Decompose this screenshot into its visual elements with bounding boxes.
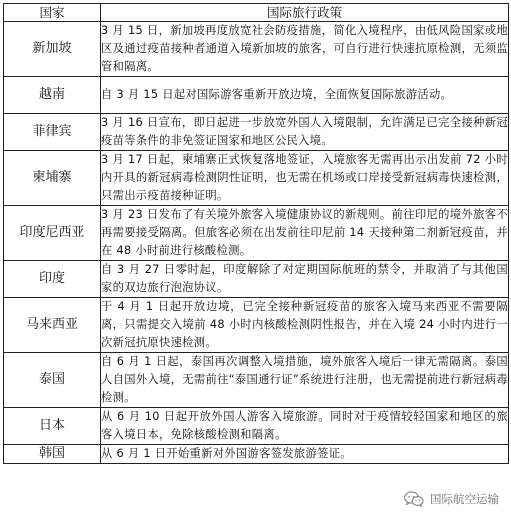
table-row xyxy=(4,22,509,77)
policy-cell: 3 月 15 日，新加坡再度放宽社会防疫措施，简化入境程序，由低风险国家或地区及通过疫苗接种者通道入境新加坡的旅客，可自行进行快速抗原检测，无须监管和隔离。 xyxy=(101,22,509,77)
policy-cell: 自 6 月 1 日起，泰国再次调整入境措施，境外旅客入境后一律无需隔离。泰国人自国外入境，无需前往“泰国通行证”系统进行注册，也无需提前进行新冠病毒检测。 xyxy=(101,353,509,408)
table-row xyxy=(4,114,509,151)
header-country: 国家 xyxy=(4,4,101,22)
table-row xyxy=(4,445,509,464)
policy-cell: 3 月 17 日起，柬埔寨正式恢复落地签证，入境旅客无需再出示出发前 72 小时内开具的新冠病毒检测阴性证明，也无需在机场或口岸接受新冠病毒快速检测，只需出示疫苗接种证明。 xyxy=(101,151,509,206)
table-row xyxy=(4,408,509,445)
country-cell: 日本 xyxy=(4,408,101,445)
country-cell: 泰国 xyxy=(4,353,101,408)
country-cell: 韩国 xyxy=(4,445,101,464)
table-row xyxy=(4,298,509,353)
country-cell: 印度 xyxy=(4,261,101,298)
country-cell: 柬埔寨 xyxy=(4,151,101,206)
policy-document xyxy=(3,3,508,473)
country-cell: 马来西亚 xyxy=(4,298,101,353)
country-cell: 越南 xyxy=(4,77,101,114)
table-row xyxy=(4,206,509,261)
country-cell: 新加坡 xyxy=(4,22,101,77)
policy-cell: 从 6 月 1 日开始重新对外国游客签发旅游签证。 xyxy=(101,445,509,464)
policy-cell: 自 3 月 27 日零时起，印度解除了对定期国际航班的禁令，并取消了与其他国家的双边旅行泡泡协议。 xyxy=(101,261,509,298)
policy-cell: 自 3 月 15 日起对国际游客重新开放边境，全面恢复国际旅游活动。 xyxy=(101,77,509,114)
policy-cell: 从 6 月 10 日起开放外国人游客入境旅游。同时对于疫情较轻国家和地区的旅客入境日本，免除核酸检测和隔离。 xyxy=(101,408,509,445)
policy-cell: 于 4 月 1 日起开放边境，已完全接种新冠疫苗的旅客入境马来西亚不需要隔离，只需提交入境前 48 小时内核酸检测阴性报告，并在入境 24 小时内进行一次新冠抗原快速检测。 xyxy=(101,298,509,353)
table-row xyxy=(4,151,509,206)
table-row xyxy=(4,77,509,114)
policy-cell: 3 月 23 日发布了有关境外旅客入境健康协议的新规则。前往印尼的境外旅客不再需要接受隔离。但旅客必须在出发前往印尼前 14 天接种第二剂新冠疫苗，并在 48 小时前进行核酸检测。 xyxy=(101,206,509,261)
table-row xyxy=(4,261,509,298)
header-policy: 国际旅行政策 xyxy=(101,4,509,22)
country-cell: 印度尼西亚 xyxy=(4,206,101,261)
policy-table xyxy=(3,3,509,464)
table-header-row xyxy=(4,4,509,22)
country-cell: 菲律宾 xyxy=(4,114,101,151)
table-row xyxy=(4,353,509,408)
policy-cell: 3 月 16 日宣布，即日起进一步放宽外国人入境限制，允许满足已完全接种新冠疫苗等条件的非免签证国家和地区公民入境。 xyxy=(101,114,509,151)
wechat-icon xyxy=(404,491,424,507)
account-name: 国际航空运输 xyxy=(430,492,499,506)
watermark xyxy=(404,489,499,509)
